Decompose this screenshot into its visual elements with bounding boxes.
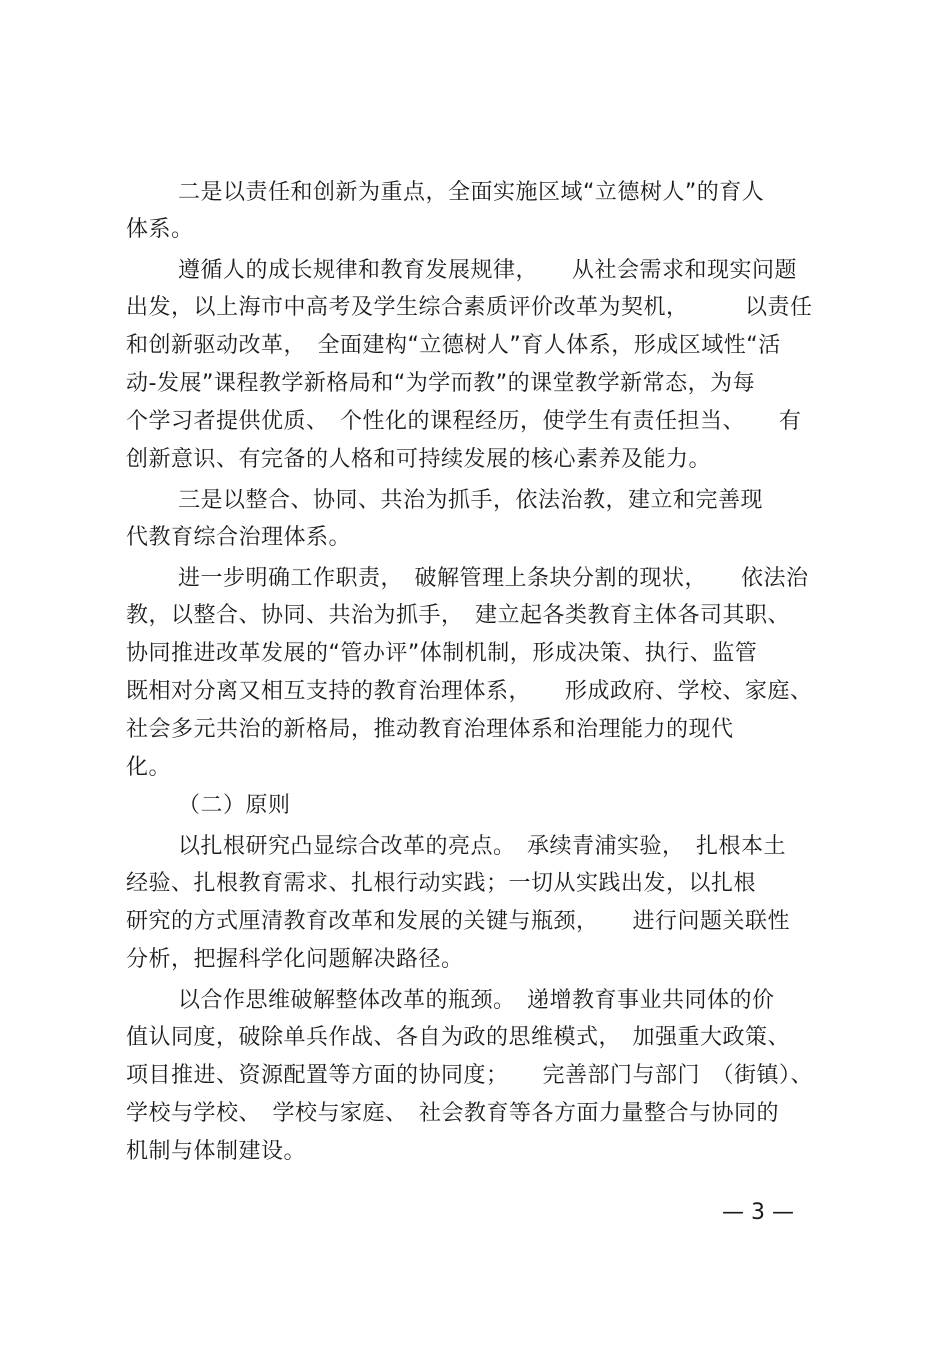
- text-line-7: 个学习者提供优质、 个性化的课程经历，使学生有责任担当、 有: [126, 409, 802, 434]
- text-line-10: 代教育综合治理体系。: [126, 525, 352, 550]
- text-line-1: 二是以责任和创新为重点，全面实施区域“立德树人”的育人: [178, 180, 765, 205]
- text-line-19: 经验、扎根教育需求、扎根行动实践；一切从实践出发，以扎根: [126, 871, 757, 896]
- text-line-26: 机制与体制建设。: [126, 1139, 307, 1164]
- text-line-8: 创新意识、有完备的人格和可持续发展的核心素养及能力。: [126, 447, 712, 472]
- text-line-22: 以合作思维破解整体改革的瓶颈。 递增教育事业共同体的价: [178, 988, 775, 1013]
- text-line-9: 三是以整合、协同、共治为抓手，依法治教，建立和完善现: [178, 488, 764, 513]
- text-line-11: 进一步明确工作职责， 破解管理上条块分割的现状， 依法治: [178, 566, 809, 591]
- text-line-6: 动-发展”课程教学新格局和“为学而教”的课堂教学新常态，为每: [126, 371, 756, 396]
- text-line-18: 以扎根研究凸显综合改革的亮点。 承续青浦实验， 扎根本土: [178, 834, 787, 859]
- text-line-5: 和创新驱动改革， 全面建构“立德树人”育人体系，形成区域性“活: [126, 333, 781, 358]
- text-line-15: 社会多元共治的新格局，推动教育治理体系和治理能力的现代: [126, 717, 734, 742]
- text-line-25: 学校与学校、 学校与家庭、 社会教育等各方面力量整合与协同的: [126, 1101, 780, 1126]
- page-number: — 3 —: [722, 1200, 794, 1225]
- text-line-24: 项目推进、资源配置等方面的协同度； 完善部门与部门 （街镇）、: [126, 1063, 814, 1088]
- text-line-23: 值认同度，破除单兵作战、各自为政的思维模式， 加强重大政策、: [126, 1025, 791, 1050]
- text-line-12: 教，以整合、协同、共治为抓手， 建立起各类教育主体各司其职、: [126, 603, 791, 628]
- text-line-2: 体系。: [126, 217, 194, 242]
- section-heading: （二）原则: [178, 793, 291, 818]
- text-line-14: 既相对分离又相互支持的教育治理体系， 形成政府、学校、家庭、: [126, 679, 813, 704]
- text-line-13: 协同推进改革发展的“管办评”体制机制，形成决策、执行、监管: [126, 641, 758, 666]
- text-line-16: 化。: [126, 755, 172, 780]
- text-line-3: 遵循人的成长规律和教育发展规律， 从社会需求和现实问题: [178, 258, 798, 283]
- text-line-20: 研究的方式厘清教育改革和发展的关键与瓶颈， 进行问题关联性: [126, 909, 791, 934]
- text-line-4: 出发，以上海市中高考及学生综合素质评价改革为契机， 以责任: [126, 295, 813, 320]
- text-line-21: 分析，把握科学化问题解决路径。: [126, 947, 464, 972]
